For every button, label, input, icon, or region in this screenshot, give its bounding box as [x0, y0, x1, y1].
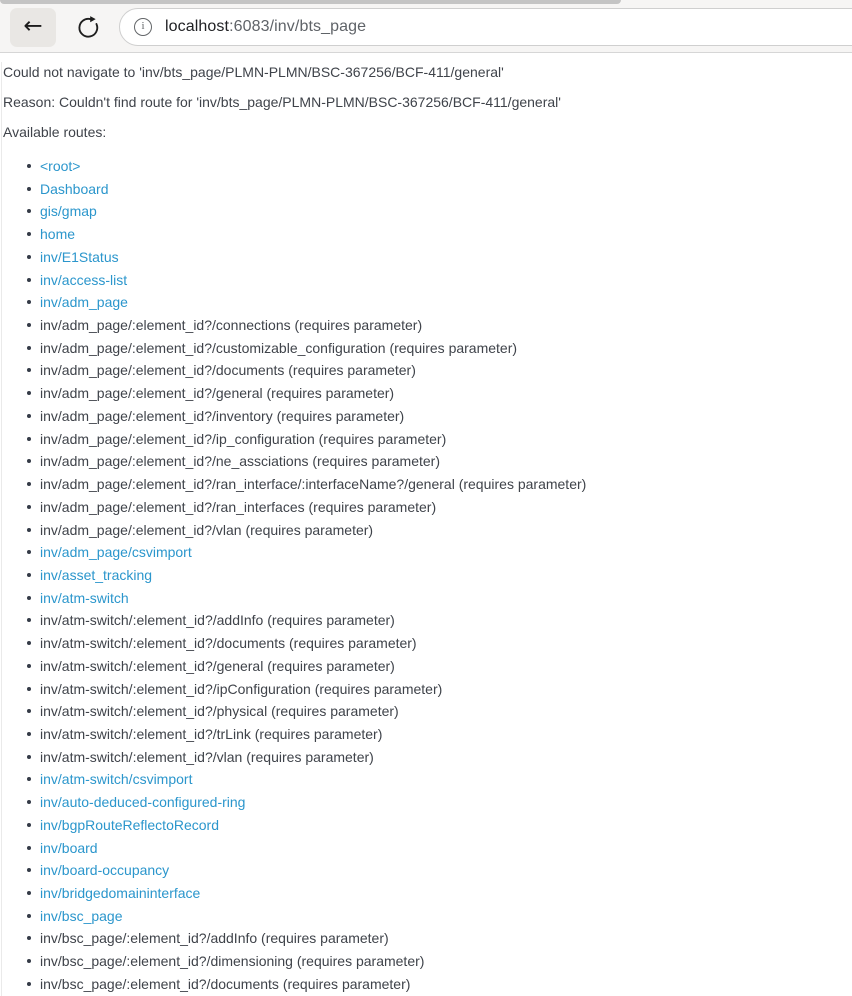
- route-link[interactable]: Dashboard: [0, 178, 852, 201]
- address-bar[interactable]: [119, 8, 852, 46]
- route-item: inv/atm-switch/:element_id?/physical (requires parameter): [0, 700, 852, 723]
- route-link[interactable]: inv/access-list: [0, 269, 852, 292]
- route-item: inv/adm_page/:element_id?/vlan (requires parameter): [0, 519, 852, 542]
- url-path: :6083/inv/bts_page: [229, 18, 367, 35]
- route-item: inv/atm-switch/:element_id?/ipConfiguration (requires parameter): [0, 678, 852, 701]
- route-link[interactable]: gis/gmap: [0, 200, 852, 223]
- route-item: inv/atm-switch/:element_id?/vlan (requires parameter): [0, 746, 852, 769]
- route-item: inv/adm_page/:element_id?/ip_configuration (requires parameter): [0, 428, 852, 451]
- route-item: inv/atm-switch/:element_id?/trLink (requires parameter): [0, 723, 852, 746]
- route-link[interactable]: inv/E1Status: [0, 246, 852, 269]
- refresh-icon: [74, 14, 101, 41]
- route-link[interactable]: inv/atm-switch: [0, 587, 852, 610]
- route-item: inv/atm-switch/:element_id?/general (requires parameter): [0, 655, 852, 678]
- routes-list: [0, 155, 852, 996]
- route-link[interactable]: inv/asset_tracking: [0, 564, 852, 587]
- route-item: inv/adm_page/:element_id?/general (requires parameter): [0, 382, 852, 405]
- route-link[interactable]: inv/adm_page/csvimport: [0, 541, 852, 564]
- route-item: inv/bsc_page/:element_id?/dimensioning (requires parameter): [0, 950, 852, 973]
- route-link[interactable]: inv/board-occupancy: [0, 859, 852, 882]
- browser-toolbar: [0, 0, 852, 53]
- route-item: inv/adm_page/:element_id?/documents (requires parameter): [0, 359, 852, 382]
- route-link[interactable]: <root>: [0, 155, 852, 178]
- route-item: inv/adm_page/:element_id?/customizable_configuration (requires parameter): [0, 337, 852, 360]
- route-item: inv/bsc_page/:element_id?/documents (requires parameter): [0, 973, 852, 996]
- route-link[interactable]: inv/adm_page: [0, 291, 852, 314]
- back-button[interactable]: [10, 8, 56, 47]
- route-link[interactable]: inv/auto-deduced-configured-ring: [0, 791, 852, 814]
- route-item: inv/adm_page/:element_id?/inventory (requires parameter): [0, 405, 852, 428]
- route-link[interactable]: inv/bsc_page: [0, 905, 852, 928]
- route-item: inv/adm_page/:element_id?/ran_interface/:interfaceName?/general (requires parameter): [0, 473, 852, 496]
- route-link[interactable]: home: [0, 223, 852, 246]
- site-info-icon[interactable]: i: [134, 18, 152, 36]
- route-link[interactable]: inv/bridgedomaininterface: [0, 882, 852, 905]
- route-item: inv/atm-switch/:element_id?/addInfo (requires parameter): [0, 609, 852, 632]
- routes-heading: Available routes:: [3, 124, 107, 140]
- route-link[interactable]: inv/board: [0, 837, 852, 860]
- route-item: inv/adm_page/:element_id?/ne_assciations (requires parameter): [0, 450, 852, 473]
- back-arrow-icon: ←: [23, 13, 43, 39]
- url-text: [165, 18, 366, 36]
- route-item: inv/adm_page/:element_id?/connections (requires parameter): [0, 314, 852, 337]
- route-link[interactable]: inv/atm-switch/csvimport: [0, 768, 852, 791]
- route-item: inv/atm-switch/:element_id?/documents (requires parameter): [0, 632, 852, 655]
- error-reason: Reason: Couldn't find route for 'inv/bts_page/PLMN-PLMN/BSC-367256/BCF-411/general': [3, 94, 561, 110]
- route-item: inv/adm_page/:element_id?/ran_interfaces (requires parameter): [0, 496, 852, 519]
- route-item: inv/bsc_page/:element_id?/addInfo (requires parameter): [0, 927, 852, 950]
- url-host: localhost: [165, 18, 230, 35]
- tab-strip: [0, 0, 621, 4]
- error-page: [0, 62, 852, 996]
- error-message: Could not navigate to 'inv/bts_page/PLMN-PLMN/BSC-367256/BCF-411/general': [3, 64, 504, 80]
- refresh-button[interactable]: [70, 12, 104, 43]
- route-link[interactable]: inv/bgpRouteReflectoRecord: [0, 814, 852, 837]
